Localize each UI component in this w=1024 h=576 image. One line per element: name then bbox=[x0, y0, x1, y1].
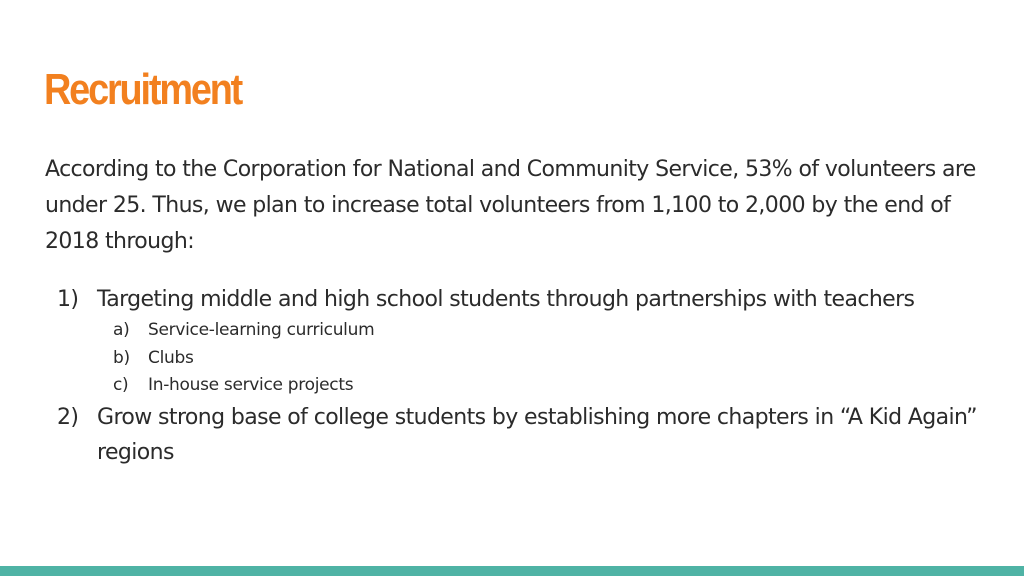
sub-list-item bbox=[97, 372, 985, 400]
intro-paragraph: According to the Corporation for National and Community Service, 53% of volunteers are under 25. Thus, we plan to increase total volunteers from 1,100 to 2,000 by the end of 2018 through: bbox=[45, 157, 976, 254]
slide-title: Recruitment bbox=[44, 65, 242, 114]
sub-list-item-text: Service-learning curriculum bbox=[148, 320, 375, 340]
numbered-list bbox=[45, 282, 985, 470]
sub-list-item-text: In-house service projects bbox=[148, 375, 354, 395]
sub-list-item bbox=[97, 317, 985, 345]
sub-list-marker: a) bbox=[113, 320, 130, 340]
list-marker: 2) bbox=[57, 404, 79, 430]
list-marker: 1) bbox=[57, 287, 79, 312]
list-item bbox=[45, 400, 985, 470]
sub-list bbox=[97, 317, 985, 400]
list-item-text: Targeting middle and high school students through partnerships with teachers bbox=[97, 287, 915, 312]
sub-list-marker: c) bbox=[113, 375, 129, 395]
list-item-text: Grow strong base of college students by establishing more chapters in “A Kid Again” regions bbox=[97, 404, 977, 465]
sub-list-item bbox=[97, 345, 985, 373]
bottom-accent-bar bbox=[0, 566, 1024, 576]
sub-list-marker: b) bbox=[113, 347, 130, 368]
sub-list-item-text: Clubs bbox=[148, 347, 194, 368]
list-item bbox=[45, 282, 985, 400]
